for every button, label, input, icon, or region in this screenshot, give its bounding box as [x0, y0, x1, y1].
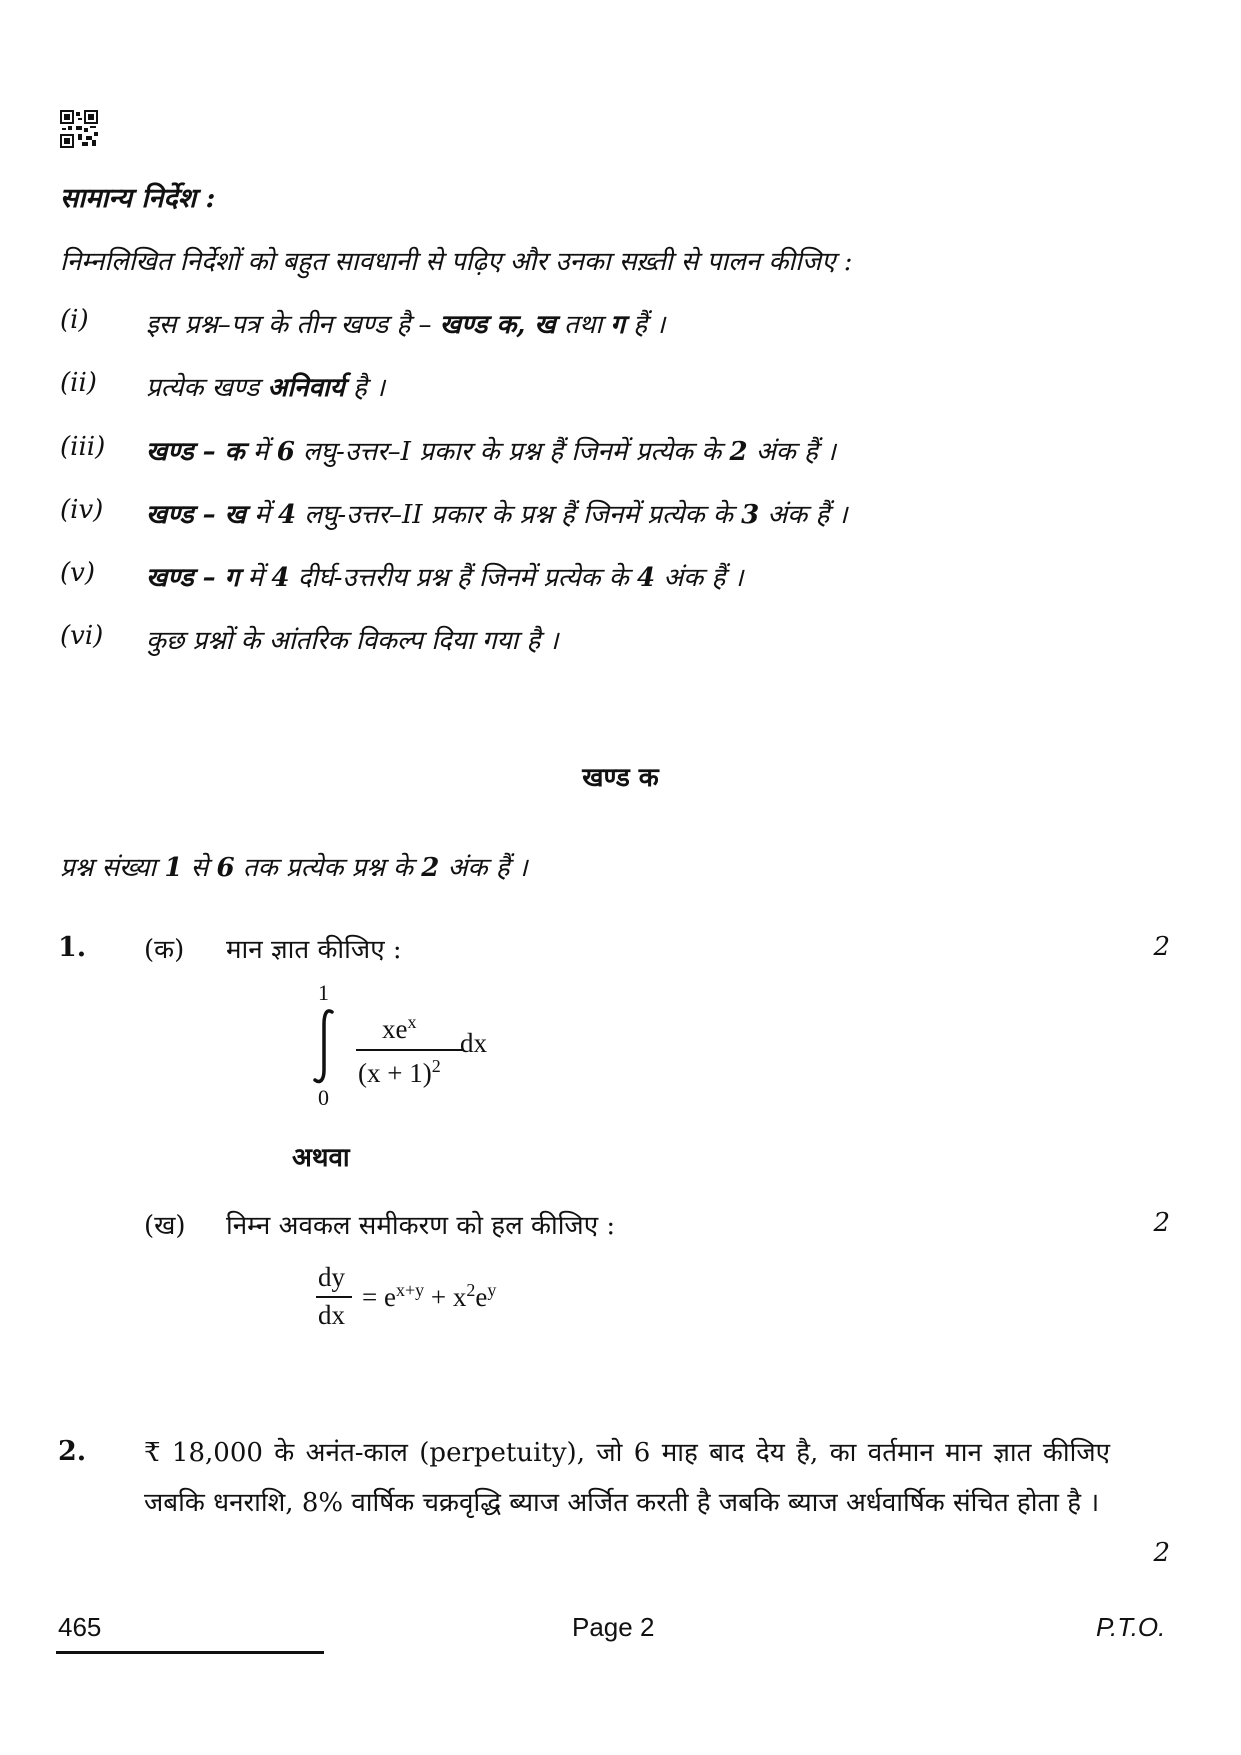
integral-upper-limit: 1 [318, 980, 329, 1005]
marks: 2 [1153, 932, 1170, 962]
integral-sign-icon [310, 1008, 338, 1086]
bold-text: 3 [741, 500, 760, 530]
instruction-number: (i) [60, 305, 89, 335]
instruction-item [60, 495, 1200, 535]
section-title: खण्ड क [582, 763, 659, 793]
paper-code: 465 [58, 1612, 102, 1642]
marks: 2 [1153, 1208, 1170, 1238]
bold-text: खण्ड – क [146, 437, 245, 467]
instruction-item [60, 558, 1200, 598]
bold-text: 4 [277, 500, 297, 530]
instruction-item [60, 621, 1200, 661]
text-run: तक प्रत्येक प्रश्न के [234, 853, 422, 883]
text-run: में [239, 563, 272, 593]
instruction-item [60, 305, 1200, 345]
section-instruction [60, 848, 528, 884]
instruction-text [146, 621, 558, 657]
part-label: (क) [144, 935, 185, 965]
instruction-text [146, 558, 743, 594]
question-text: ₹ 18,000 के अनंत-काल (perpetuity), जो 6 माह बाद देय है, का वर्तमान मान ज्ञात कीजिए जबकि धनराशि, 8% वार्षिक चक्रवृद्धि ब्याज अर्जित करती है जबकि ब्याज अर्धवार्षिक संचित होता है । [144, 1438, 1110, 1518]
fraction-denominator: dx [318, 1300, 345, 1330]
bold-text: 6 [216, 853, 235, 883]
instruction-text [146, 368, 385, 404]
bold-text: खण्ड – ख [146, 500, 246, 530]
text-run: से [182, 853, 217, 883]
bold-text: 4 [637, 563, 656, 593]
instruction-number: (ii) [60, 368, 97, 398]
fraction-numerator: $xe^x$ [382, 1012, 417, 1044]
instruction-number: (v) [60, 558, 95, 588]
differential-equation: = $e^{x+y} + x^2e^y$ [362, 1280, 497, 1312]
fraction-bar [316, 1296, 352, 1298]
text-run: है । [344, 373, 385, 403]
text-run: में [245, 500, 278, 530]
fraction-numerator: dy [318, 1262, 345, 1292]
instruction-item [60, 432, 1200, 472]
instruction-number: (iii) [60, 432, 106, 462]
text-run: अंक हैं । [747, 437, 836, 467]
instruction-number: (iv) [60, 495, 104, 525]
instruction-number: (vi) [60, 621, 104, 651]
footer-rule [56, 1651, 324, 1654]
fraction-bar [356, 1049, 464, 1051]
bold-text: अनिवार्य [267, 373, 345, 403]
text-run: तथा [555, 310, 611, 340]
question-number: 1. [58, 932, 87, 963]
qr-code-icon [60, 110, 98, 148]
question-number: 2. [58, 1436, 87, 1467]
bold-text: 6 [276, 437, 295, 467]
text-run: हैं । [625, 310, 666, 340]
question-text: निम्न अवकल समीकरण को हल कीजिए : [226, 1211, 616, 1241]
page-number: Page 2 [572, 1612, 655, 1642]
text-run: अंक हैं । [759, 500, 848, 530]
text-run: में [244, 437, 277, 467]
differential: dx [460, 1028, 487, 1058]
pto-label: P.T.O. [1096, 1612, 1166, 1642]
bold-text: खण्ड – ग [146, 563, 240, 593]
text-run: दीर्घ-उत्तरीय प्रश्न हैं जिनमें प्रत्येक के [289, 563, 637, 593]
bold-text: खण्ड क, ख [439, 310, 556, 340]
text-run: प्रत्येक खण्ड [146, 373, 268, 403]
text-run: कुछ प्रश्नों के आंतरिक विकल्प दिया गया है । [146, 626, 559, 656]
text-run: अंक हैं । [439, 853, 528, 883]
text-run: लघु-उत्तर–II प्रकार के प्रश्न हैं जिनमें प्रत्येक के [296, 500, 742, 530]
marks: 2 [1153, 1538, 1170, 1568]
instruction-item [60, 368, 1200, 408]
text-run: प्रश्न संख्या [60, 853, 165, 883]
instructions-intro: निम्नलिखित निर्देशों को बहुत सावधानी से पढ़िए और उनका सख़्ती से पालन कीजिए : [60, 247, 853, 277]
bold-text: 1 [164, 853, 183, 883]
bold-text: ग [610, 310, 626, 340]
text-run: इस प्रश्न–पत्र के तीन खण्ड है – [146, 310, 440, 340]
instruction-text [146, 495, 847, 531]
bold-text: 2 [421, 853, 440, 883]
integral-lower-limit: 0 [318, 1085, 329, 1110]
text-run: अंक हैं । [655, 563, 744, 593]
text-run: लघु-उत्तर–I प्रकार के प्रश्न हैं जिनमें प्रत्येक के [294, 437, 730, 467]
instruction-text [146, 305, 665, 341]
or-text: अथवा [292, 1143, 350, 1173]
part-label: (ख) [144, 1211, 186, 1241]
question-text: मान ज्ञात कीजिए : [226, 935, 402, 965]
instructions-heading: सामान्य निर्देश : [60, 183, 216, 214]
instruction-text [146, 432, 836, 468]
bold-text: 4 [271, 563, 290, 593]
bold-text: 2 [729, 437, 748, 467]
fraction-denominator: $(x + 1)^2$ [358, 1056, 441, 1088]
